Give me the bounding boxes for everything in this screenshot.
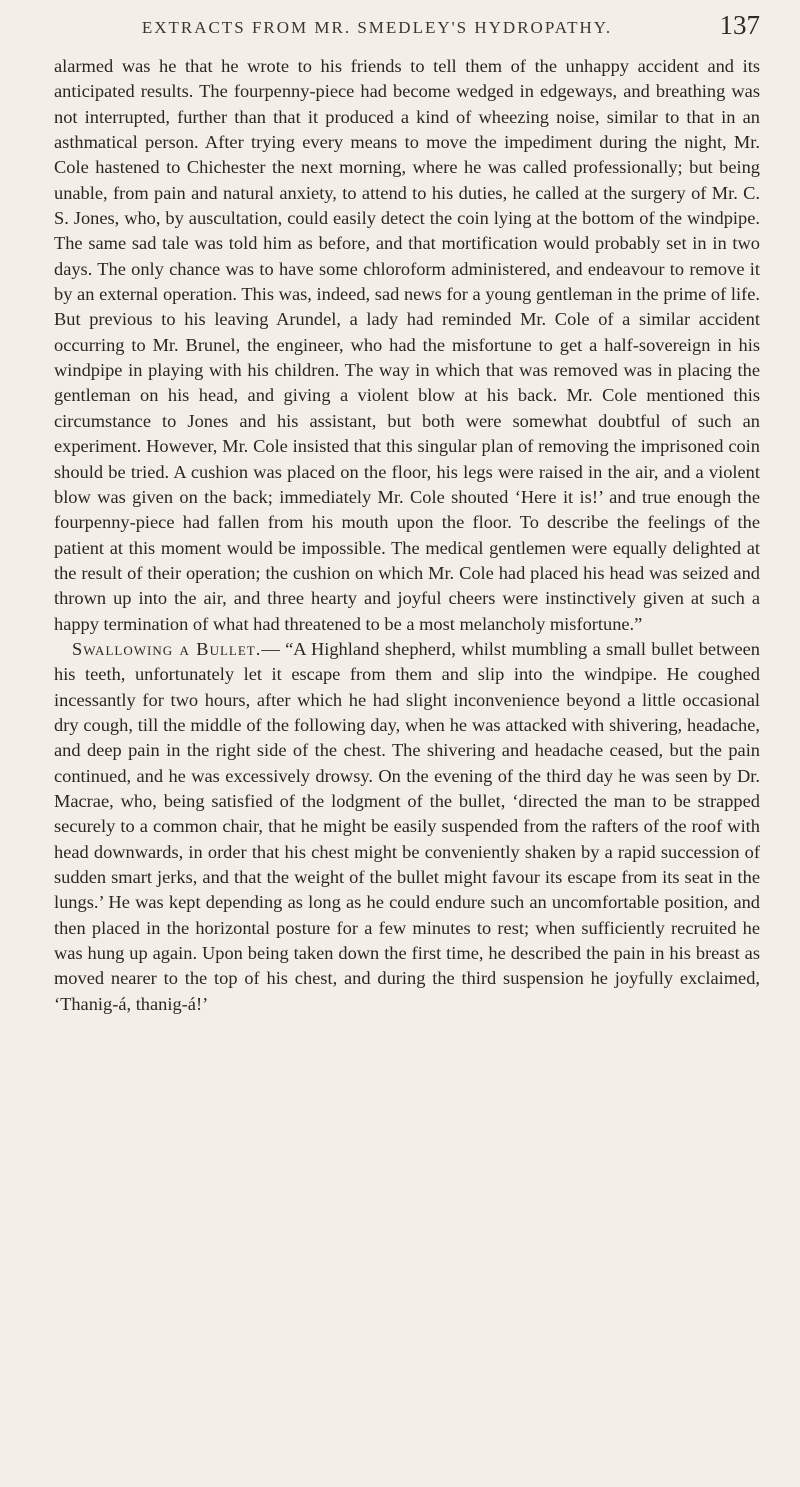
paragraph: alarmed was he that he wrote to his friends to tell them of the unhappy accident and its anticipated results. The fourpenny-piece had become wedged in edgeways, and breathing was not interrupted, further than that it produced a kind of wheezing noise, similar to that in an asthmatical person. After trying every means to move the impediment during the night, Mr. Cole hastened to Chichester the next morning, where he was called professionally; but being unable, from pain and natural anxiety, to attend to his duties, he called at the surgery of Mr. C. S. Jones, who, by auscultation, could easily detect the coin lying at the bottom of the windpipe. The same sad tale was told him as before, and that mortification would probably set in in two days. The only chance was to have some chloroform administered, and endeavour to remove it by an external operation. This was, indeed, sad news for a young gentleman in the prime of life. But previous to his leaving Arundel, a lady had reminded Mr. Cole of a similar accident occurring to Mr. Brunel, the engineer, who had the misfortune to get a half-sovereign in his windpipe in playing with his children. The way in which that was removed was in placing the gentleman on his head, and giving a violent blow at his back. Mr. Cole mentioned this circumstance to Jones and his assistant, but both were somewhat doubtful of such an experiment. However, Mr. Cole insisted that this singular plan of removing the imprisoned coin should be tried. A cushion was placed on the floor, his legs were raised in the air, and a violent blow was given on the back; immediately Mr. Cole shouted ‘Here it is!’ and true enough the fourpenny-piece had fallen from his mouth upon the floor. To describe the feelings of the patient at this moment would be impossible. The medical gentlemen were equally delighted at the result of their operation; the cushion on which Mr. Cole had placed his head was seized and thrown up into the air, and three hearty and joyful cheers were instinctively given at such a happy termination of what had threatened to be a most melancholy misfortune.” xyxy=(54,56,760,634)
page-number: 137 xyxy=(719,10,760,40)
page-header xyxy=(54,0,760,50)
section-heading: Swallowing a Bullet. xyxy=(72,638,262,659)
paragraph-swallowing-bullet xyxy=(54,637,760,1017)
running-title: EXTRACTS FROM MR. SMEDLEY'S HYDROPATHY. xyxy=(141,18,613,37)
body-text xyxy=(54,54,760,1017)
paragraph-text: — “A Highland shepherd, whilst mumbling a small bullet between his teeth, unfortunately let it escape from them and slip into the windpipe. He coughed incessantly for two hours, after which he had slight inconvenience beyond a little occasional dry cough, till the middle of the following day, when he was attacked with shivering, headache, and deep pain in the right side of the chest. The shivering and headache ceased, but the pain continued, and he was excessively drowsy. On the evening of the third day he was seen by Dr. Macrae, who, being satisfied of the lodgment of the bullet, ‘directed the man to be strapped securely to a common chair, that he might be easily suspended from the rafters of the roof with head downwards, in order that his chest might be conveniently shaken by a rapid succession of sudden smart jerks, and that the weight of the bullet might favour its escape from its seat in the lungs.’ He was kept depending as long as he could endure such an uncomfortable position, and then placed in the horizontal posture for a few minutes to rest; when sufficiently recruited he was hung up again. Upon being taken down the first time, he described the pain in his breast as moved nearer to the top of his chest, and during the third suspension he joyfully exclaimed, ‘Thanig-á, thanig-á!’ xyxy=(54,638,760,1014)
